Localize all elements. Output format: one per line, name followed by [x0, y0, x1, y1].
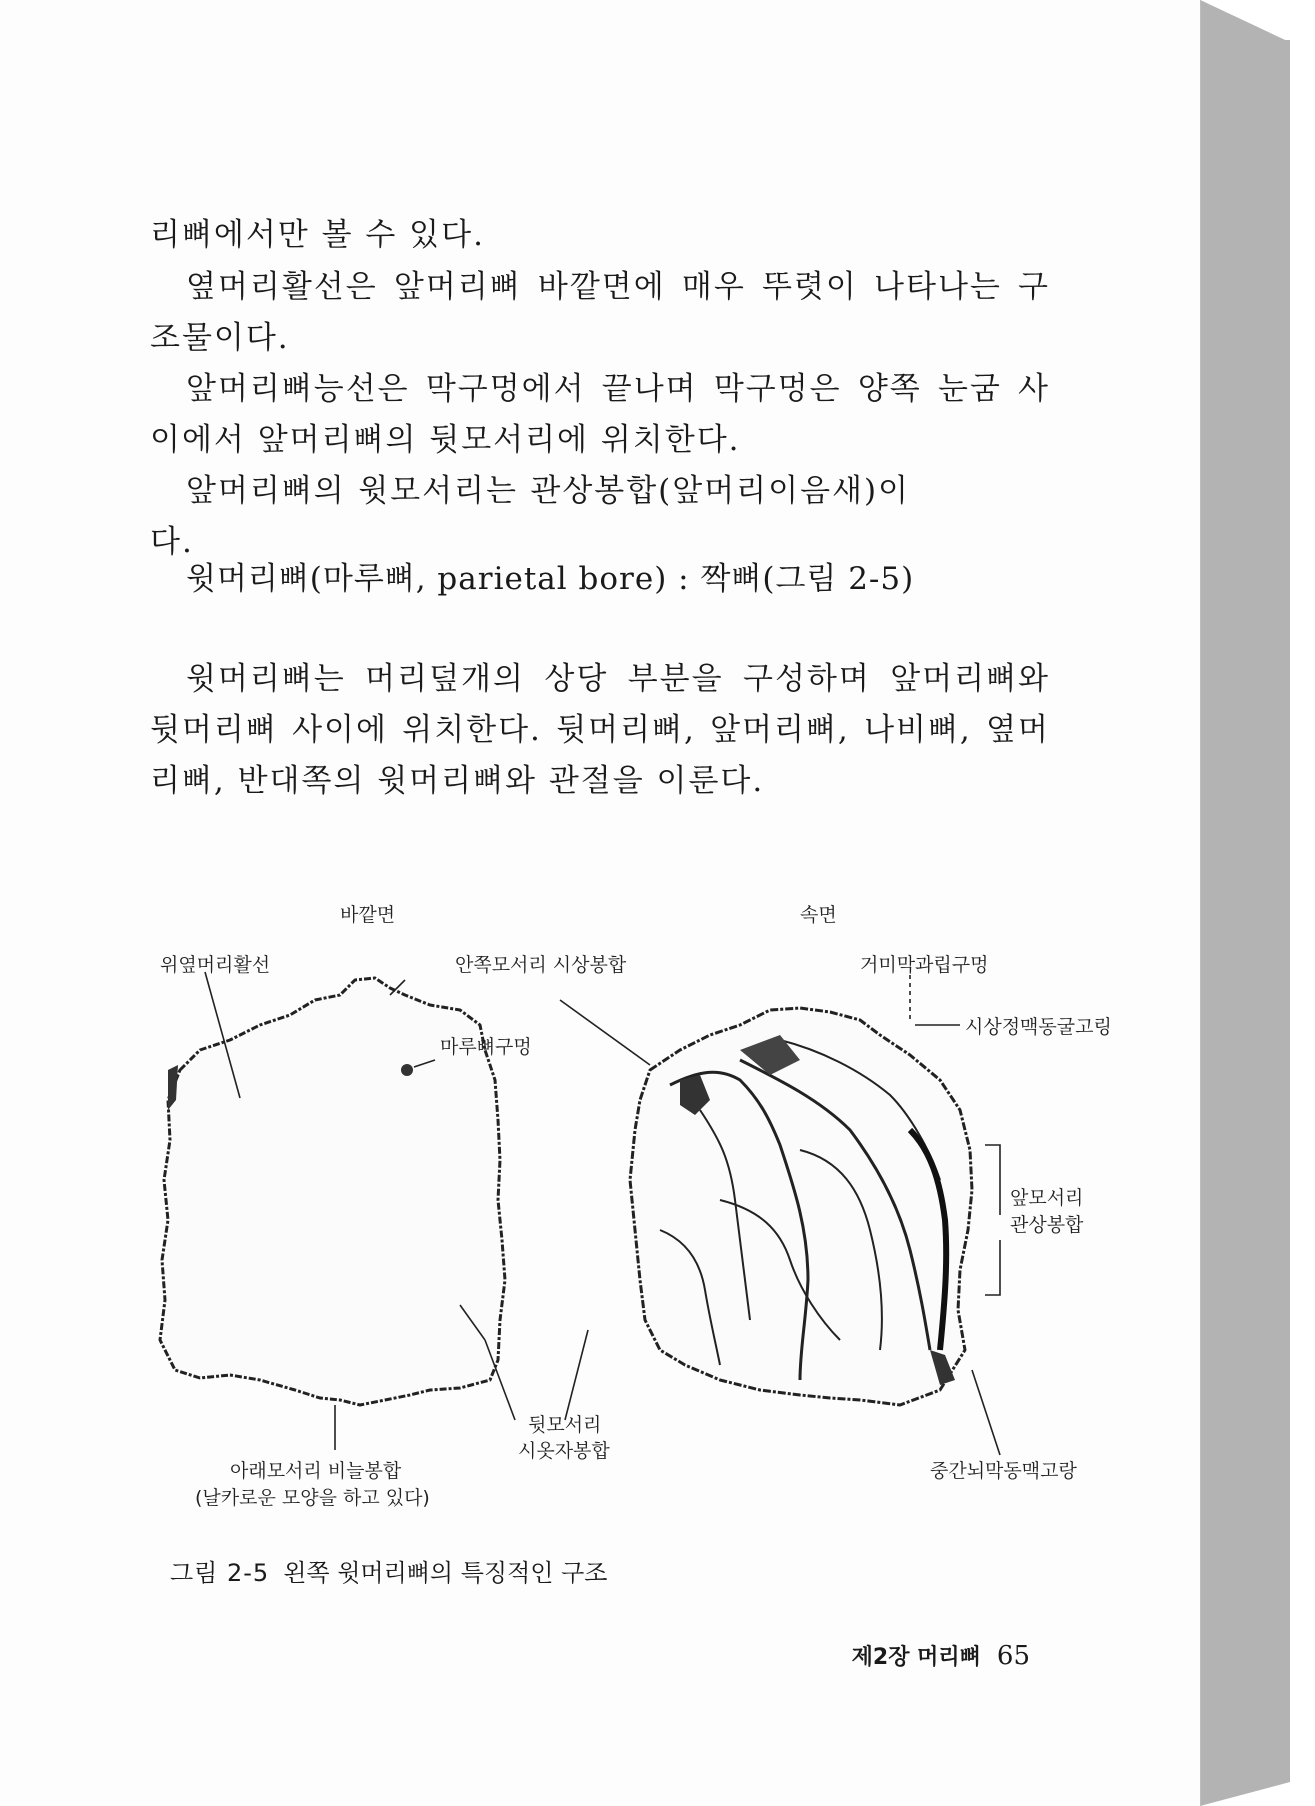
label-sagittal-sinus-groove: 시상정맥동굴고링	[965, 1016, 1112, 1038]
inner-surface-title: 속면	[800, 904, 837, 926]
paragraph-2: 옆머리활선은 앞머리뼈 바깥면에 매우 뚜렷이 나타나는 구조물이다.	[150, 269, 1050, 356]
page-number: 65	[996, 1641, 1030, 1671]
section-heading: 윗머리뼈(마루뼈, parietal bore) : 짝뼈(그림 2-5)	[186, 561, 915, 597]
figure-2-5	[140, 900, 1140, 1600]
label-lambdoid-2: 시옷자봉합	[518, 1440, 610, 1462]
page-footer	[852, 1640, 1030, 1671]
label-squamous-1: 아래모서리 비늘봉합	[230, 1460, 402, 1482]
label-arachnoid-foveae: 거미막과립구멍	[860, 954, 989, 976]
label-superior-temporal-line: 위옆머리활선	[160, 954, 271, 976]
label-middle-meningeal-groove: 중간뇌막동맥고랑	[930, 1460, 1077, 1482]
paragraph-4: 앞머리뼈의 윗모서리는 관상봉합(앞머리이음새)이다.	[150, 473, 910, 560]
paragraph-3: 앞머리뼈능선은 막구멍에서 끝나며 막구멍은 양쪽 눈굼 사이에서 앞머리뼈의 뒷모서리에 위치한다.	[150, 371, 1050, 458]
caption-number: 그림 2-5	[170, 1559, 270, 1587]
label-coronal-suture-1: 앞모서리	[1010, 1187, 1084, 1209]
inner-surface-bone	[630, 1008, 972, 1405]
label-sagittal-suture: 안쪽모서리 시상봉합	[455, 954, 627, 976]
chapter-title: 제2장 머리뼈	[851, 1645, 981, 1670]
label-squamous-2: (날카로운 모양을 하고 있다)	[195, 1487, 430, 1509]
caption-text: 왼쪽 윗머리뼈의 특징적인 구조	[283, 1559, 608, 1587]
label-parietal-foramen: 마루뼈구멍	[440, 1036, 532, 1058]
figure-caption	[170, 1553, 607, 1588]
label-lambdoid-1: 뒷모서리	[528, 1414, 602, 1436]
paragraph-1: 리뼈에서만 볼 수 있다.	[150, 217, 485, 253]
label-coronal-suture-2: 관상봉합	[1010, 1214, 1084, 1236]
outer-surface-title: 바깥면	[340, 904, 396, 926]
paragraph-5: 윗머리뼈는 머리덮개의 상당 부분을 구성하며 앞머리뼈와 뒷머리뼈 사이에 위치한다. 뒷머리뼈, 앞머리뼈, 나비뼈, 옆머리뼈, 반대쪽의 윗머리뼈와 관절을 이룬다.	[150, 661, 1050, 799]
